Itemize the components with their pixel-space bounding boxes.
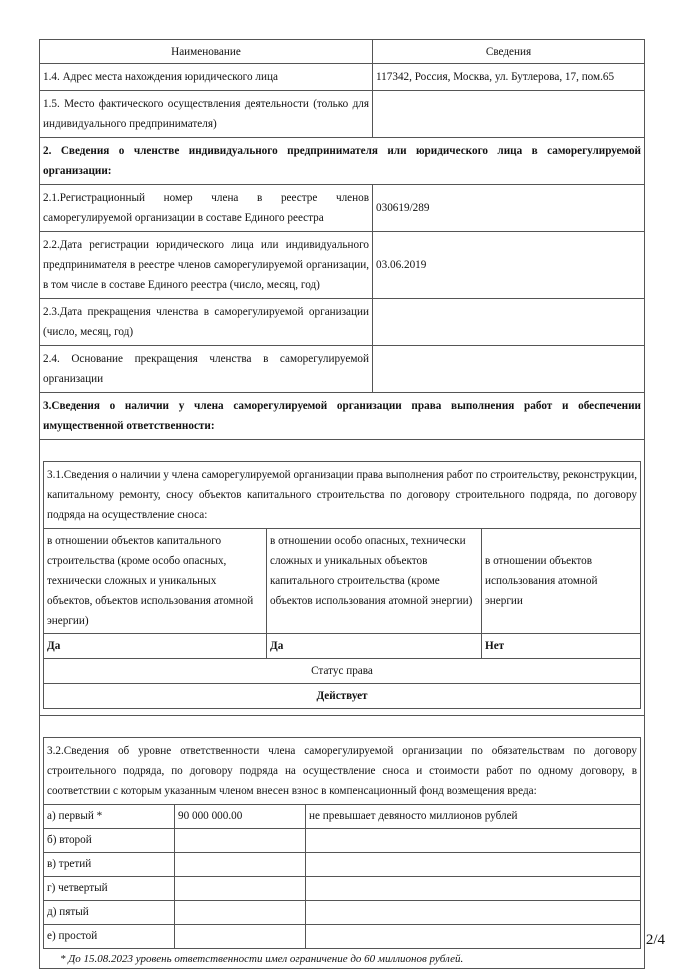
section-3-1-title: 3.1.Сведения о наличии у члена саморегулируемой организации права выполнения работ по строительству, реконструкции, капитальному ремонту, сносу объектов капитального строительства по договору строительного подряда, по договору подряда на осуществление сноса: <box>47 469 637 521</box>
table-header <box>40 40 644 64</box>
row-label: 2.4. Основание прекращения членства в саморегулируемой организации <box>40 346 373 392</box>
level-description <box>306 925 640 948</box>
section-3-2 <box>40 716 644 968</box>
header-info: Сведения <box>485 45 532 58</box>
table-row <box>40 91 644 138</box>
section-3-heading <box>40 393 644 440</box>
level-label: е) простой <box>44 925 175 948</box>
section-3-2-title: 3.2.Сведения об уровне ответственности члена саморегулируемой организации по обязательствам по договору строительного подряда, по договору подряда на осуществление сноса и стоимости работ по одному договору, в соответствии с которым указанным членом внесен взнос в компенсационный фонд возмещения вреда: <box>47 745 637 797</box>
level-amount <box>175 853 306 876</box>
status-table <box>43 659 641 709</box>
page-number: 2/4 <box>645 932 665 948</box>
section-2-heading <box>40 138 644 185</box>
row-value <box>373 91 644 137</box>
liability-row <box>44 829 640 853</box>
level-description <box>306 877 640 900</box>
liability-row <box>44 805 640 829</box>
rights-value: Да <box>44 634 267 658</box>
table-row <box>40 185 644 232</box>
liability-row <box>44 853 640 877</box>
row-value: 117342, Россия, Москва, ул. Бутлерова, 17, пом.65 <box>376 71 615 83</box>
status-label: Статус права <box>311 665 373 677</box>
table-row <box>40 346 644 393</box>
rights-column-header: в отношении особо опасных, технически сложных и уникальных объектов капитального строительства (кроме объектов использования атомной энергии) <box>267 529 482 633</box>
level-description <box>306 901 640 924</box>
row-label: 1.5. Место фактического осуществления деятельности (только для индивидуального предпринимателя) <box>40 91 373 137</box>
registration-date: 03.06.2019 <box>376 259 427 271</box>
level-amount <box>175 829 306 852</box>
row-label: 2.3.Дата прекращения членства в саморегулируемой организации (число, месяц, год) <box>40 299 373 345</box>
section-3-title: 3.Сведения о наличии у члена саморегулируемой организации права выполнения работ и обеспечении имущественной ответственности: <box>43 400 641 432</box>
level-amount <box>175 877 306 900</box>
rights-columns-row <box>44 529 640 634</box>
table-row <box>40 232 644 299</box>
liability-row <box>44 925 640 948</box>
row-label: 2.1.Регистрационный номер члена в реестре членов саморегулируемой организации в составе Единого реестра <box>40 185 373 231</box>
liability-row <box>44 877 640 901</box>
level-label: а) первый * <box>44 805 175 828</box>
registration-number: 030619/289 <box>376 202 430 214</box>
level-description <box>306 829 640 852</box>
header-name: Наименование <box>40 40 373 63</box>
termination-reason <box>373 346 644 392</box>
level-label: г) четвертый <box>44 877 175 900</box>
row-label: 2.2.Дата регистрации юридического лица или индивидуального предпринимателя в реестре членов саморегулируемой организации, в том числе в составе Единого реестра (число, месяц, год) <box>40 232 373 298</box>
rights-values-row <box>44 634 640 658</box>
table-row <box>40 64 644 91</box>
row-label: 1.4. Адрес места нахождения юридического лица <box>40 64 373 90</box>
registry-extract-table <box>39 39 645 969</box>
level-amount: 90 000 000.00 <box>175 805 306 828</box>
section-2-title: 2. Сведения о членстве индивидуального предпринимателя или юридического лица в саморегулируемой организации: <box>43 145 641 177</box>
section-3-1 <box>40 440 644 716</box>
level-amount <box>175 901 306 924</box>
liability-table <box>43 737 641 949</box>
level-label: в) третий <box>44 853 175 876</box>
level-label: б) второй <box>44 829 175 852</box>
termination-date <box>373 299 644 345</box>
rights-value: Да <box>267 634 482 658</box>
footnote: * До 15.08.2023 уровень ответственности имел ограничение до 60 миллионов рублей. <box>60 953 464 965</box>
rights-value: Нет <box>485 640 505 652</box>
rights-column-header: в отношении объектов использования атомной энергии <box>485 555 598 607</box>
level-label: д) пятый <box>44 901 175 924</box>
table-row <box>40 299 644 346</box>
status-value: Действует <box>316 690 368 702</box>
rights-column-header: в отношении объектов капитального строительства (кроме особо опасных, технически сложных и уникальных объектов, объектов использования атомной энергии) <box>44 529 267 633</box>
level-amount <box>175 925 306 948</box>
level-description: не превышает девяносто миллионов рублей <box>309 810 518 822</box>
level-description <box>306 853 640 876</box>
liability-row <box>44 901 640 925</box>
work-rights-table <box>43 461 641 659</box>
